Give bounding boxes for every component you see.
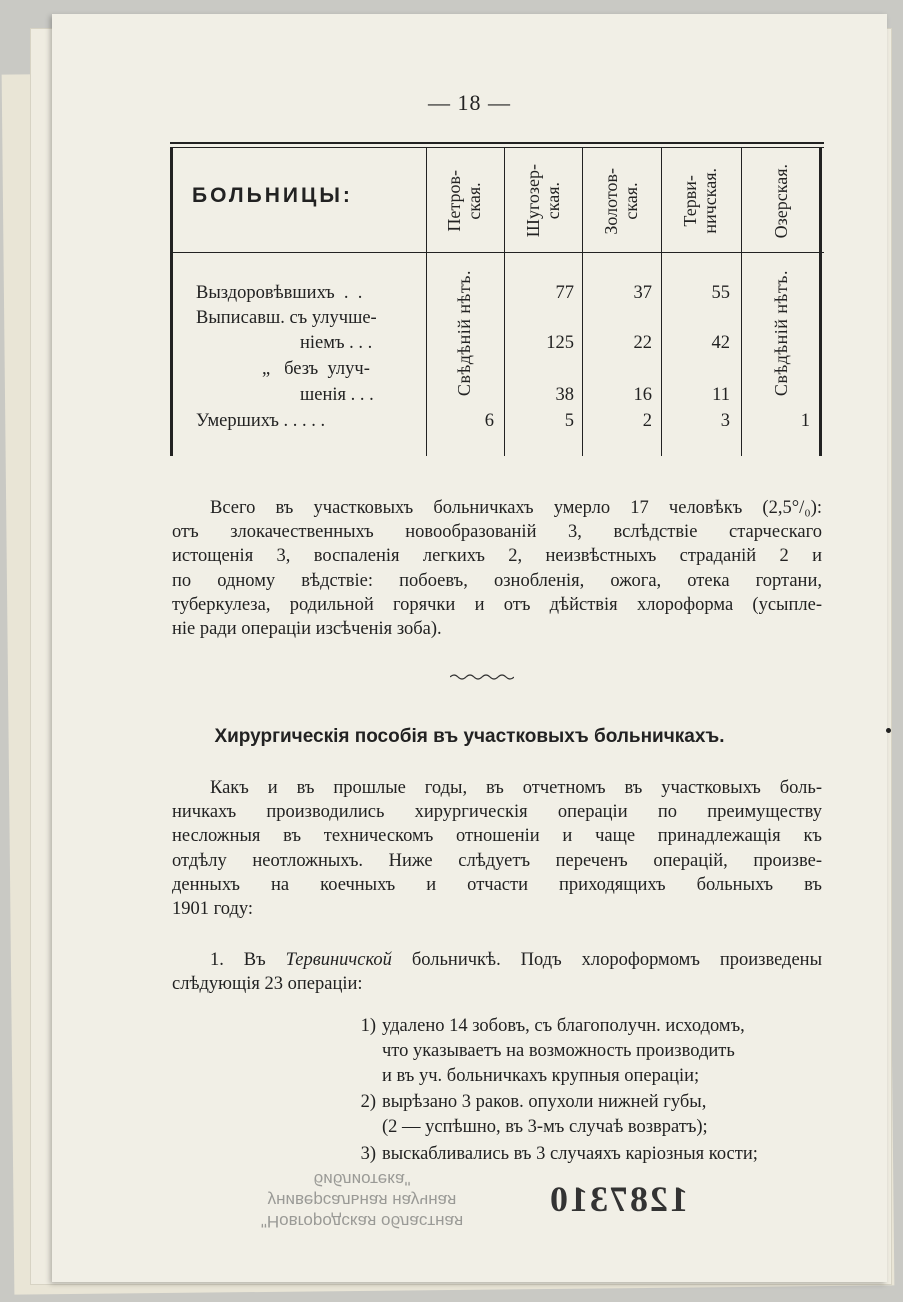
- text-line: ніе ради операціи изсѣченія зоба).: [172, 619, 442, 640]
- text-line: туберкулеза, родильной горячки и отъ дѣйствія хлороформа (усыпле-: [172, 594, 822, 615]
- list-text: вырѣзано 3 раков. опухоли нижней губы,: [382, 1092, 707, 1112]
- row-label: Выздоровѣвшихъ . .: [196, 283, 363, 303]
- section-heading: Хирургическія пособія въ участковыхъ больничкахъ.: [214, 726, 725, 747]
- list-number: 1): [360, 1016, 376, 1036]
- row-label: „ безъ улуч-: [262, 359, 370, 379]
- table-cell: 1: [800, 411, 810, 431]
- list-text: выскабливались въ 3 случаяхъ каріозныя кости;: [382, 1144, 758, 1164]
- table-rule: [170, 252, 824, 253]
- table-cell: 125: [546, 333, 574, 353]
- ink-dot: [886, 728, 891, 733]
- column-header: Золотов- ская.: [601, 167, 641, 235]
- list-number: 3): [360, 1144, 376, 1164]
- text-line: 1. Въ Тервиничской больничкѣ. Подъ хлороформомъ произведены: [210, 950, 822, 970]
- list-text: (2 — успѣшно, въ 3-мъ случаѣ возвратъ);: [382, 1117, 708, 1137]
- tervinichi-paragraph: [172, 948, 822, 996]
- row-label: шенія . . .: [300, 385, 374, 405]
- list-text: удалено 14 зобовъ, съ благополучн. исходомъ,: [382, 1016, 745, 1036]
- page-number: — 18 —: [428, 90, 511, 115]
- row-label: Умершихъ . . . . .: [196, 411, 326, 431]
- no-data-note: Свѣдѣній нѣтъ.: [453, 269, 474, 397]
- row-label: ніемъ . . .: [300, 333, 373, 353]
- table-cell: 3: [720, 411, 730, 431]
- table-border: [819, 148, 822, 456]
- text-line: 1901 году:: [172, 899, 254, 920]
- list-text: что указываетъ на возможность производить: [382, 1041, 735, 1061]
- inventory-number: 1287310: [548, 1179, 688, 1219]
- text-line: слѣдующія 23 операціи:: [172, 974, 363, 995]
- library-stamp: "Новгородская областная универсальная научная библиотека": [260, 1170, 464, 1231]
- table-cell: 38: [555, 385, 574, 405]
- table-rule: [170, 147, 824, 148]
- wavy-divider: [450, 673, 514, 681]
- no-data-note: Свѣдѣній нѣтъ.: [770, 269, 791, 397]
- column-header: Озерская.: [771, 163, 791, 239]
- column-header: Терви- ничская.: [680, 168, 720, 234]
- list-number: 2): [360, 1092, 376, 1112]
- column-divider: [426, 148, 427, 456]
- text-line: истощенія 3, воспаленія легкихъ 2, неизвѣстныхъ страданій 2 и: [172, 546, 822, 567]
- text-line: несложныя въ техническомъ отношеніи и чаще принадлежащія къ: [172, 826, 822, 847]
- column-header: Шугозер- ская.: [523, 164, 563, 238]
- hospitals-table: [170, 142, 824, 456]
- text-line: по одному вѣдствіе: побоевъ, ознобленія, ожога, отека гортани,: [172, 570, 822, 591]
- column-divider: [741, 148, 742, 456]
- row-label: Выписавш. съ улучше-: [196, 308, 377, 328]
- table-rule: [170, 142, 824, 144]
- list-text: и въ уч. больничкахъ крупныя операціи;: [382, 1066, 700, 1086]
- text-line: отъ злокачественныхъ новообразованій 3, вслѣдствіе старческаго: [172, 522, 822, 543]
- table-title: БОЛЬНИЦЫ:: [192, 184, 353, 207]
- table-cell: 6: [484, 411, 494, 431]
- table-cell: 42: [711, 333, 730, 353]
- table-cell: 16: [633, 385, 652, 405]
- table-cell: 77: [555, 283, 574, 303]
- table-cell: 5: [564, 411, 574, 431]
- text-line: Всего въ участковыхъ больничкахъ умерло 17 человѣкъ (2,5°/₀):: [210, 498, 822, 518]
- table-border: [170, 148, 173, 456]
- book-page: [52, 14, 887, 1282]
- surgery-paragraph: [172, 776, 822, 921]
- text-line: отдѣлу неотложныхъ. Ниже слѣдуетъ переченъ операцій, произве-: [172, 850, 822, 871]
- text-line: денныхъ на коечныхъ и отчасти приходящихъ больныхъ въ: [172, 874, 822, 895]
- text-line: ничкахъ производились хирургическія операціи по преимуществу: [172, 802, 822, 823]
- table-cell: 2: [642, 411, 652, 431]
- text-line: Какъ и въ прошлые годы, въ отчетномъ въ участковыхъ боль-: [210, 778, 822, 798]
- column-header: Петров- ская.: [444, 170, 484, 232]
- table-cell: 37: [633, 283, 652, 303]
- table-cell: 11: [712, 385, 730, 405]
- table-cell: 22: [633, 333, 652, 353]
- table-cell: 55: [711, 283, 730, 303]
- mortality-paragraph: [172, 496, 822, 641]
